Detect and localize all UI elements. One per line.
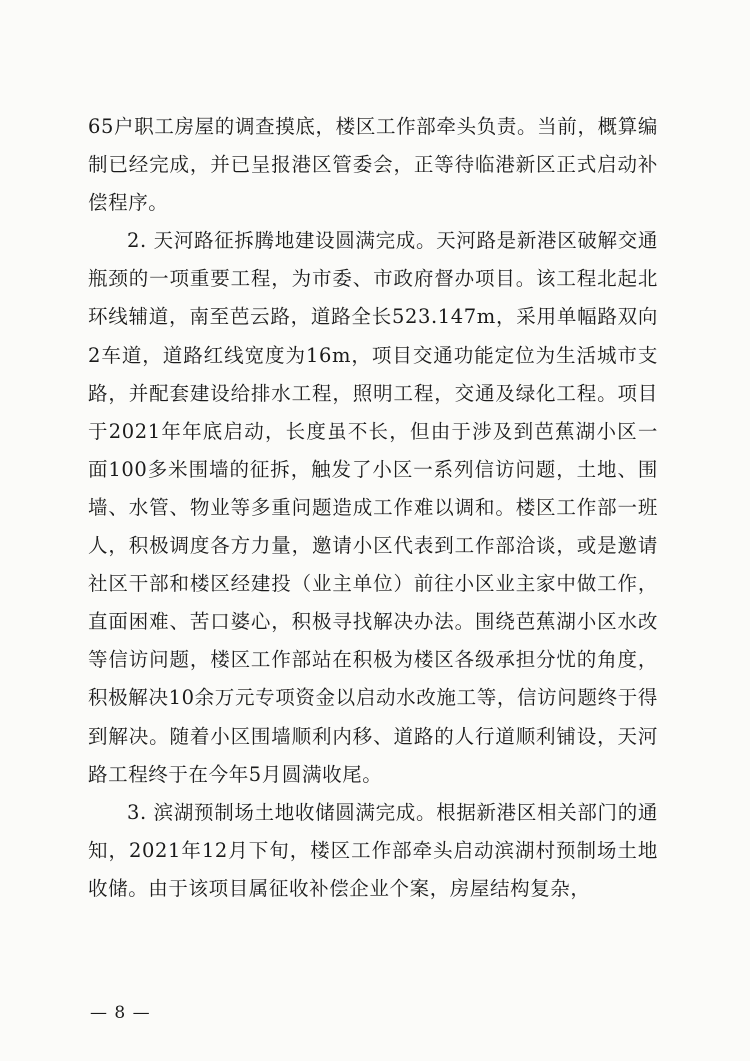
- body-text: [88, 108, 658, 908]
- page-number: — 8 —: [90, 1003, 151, 1023]
- paragraph-continuation: 65户职工房屋的调查摸底，楼区工作部牵头负责。当前，概算编制已经完成，并已呈报港区管委会，正等待临港新区正式启动补偿程序。: [88, 115, 658, 215]
- paragraph-tianhe-road: 2. 天河路征拆腾地建设圆满完成。天河路是新港区破解交通瓶颈的一项重要工程，为市委、市政府督办项目。该工程北起北环线辅道，南至芭云路，道路全长523.147m，采用单幅路双向2车道，道路红线宽度为16m，项目交通功能定位为生活城市支路，并配套建设给排水工程，照明工程，交通及绿化工程。项目于2021年年底启动，长度虽不长，但由于涉及到芭蕉湖小区一面100多米围墙的征拆，触发了小区一系列信访问题，土地、围墙、水管、物业等多重问题造成工作难以调和。楼区工作部一班人，积极调度各方力量，邀请小区代表到工作部洽谈，或是邀请社区干部和楼区经建投（业主单位）前往小区业主家中做工作，直面困难、苦口婆心，积极寻找解决办法。围绕芭蕉湖小区水改等信访问题，楼区工作部站在积极为楼区各级承担分忧的角度，积极解决10余万元专项资金以启动水改施工等，信访问题终于得到解决。随着小区围墙顺利内移、道路的人行道顺利铺设，天河路工程终于在今年5月圆满收尾。: [88, 229, 658, 786]
- paragraph-binhu-precast: 3. 滨湖预制场土地收储圆满完成。根据新港区相关部门的通知，2021年12月下旬，楼区工作部牵头启动滨湖村预制场土地收储。由于该项目属征收补偿企业个案，房屋结构复杂，: [88, 800, 658, 900]
